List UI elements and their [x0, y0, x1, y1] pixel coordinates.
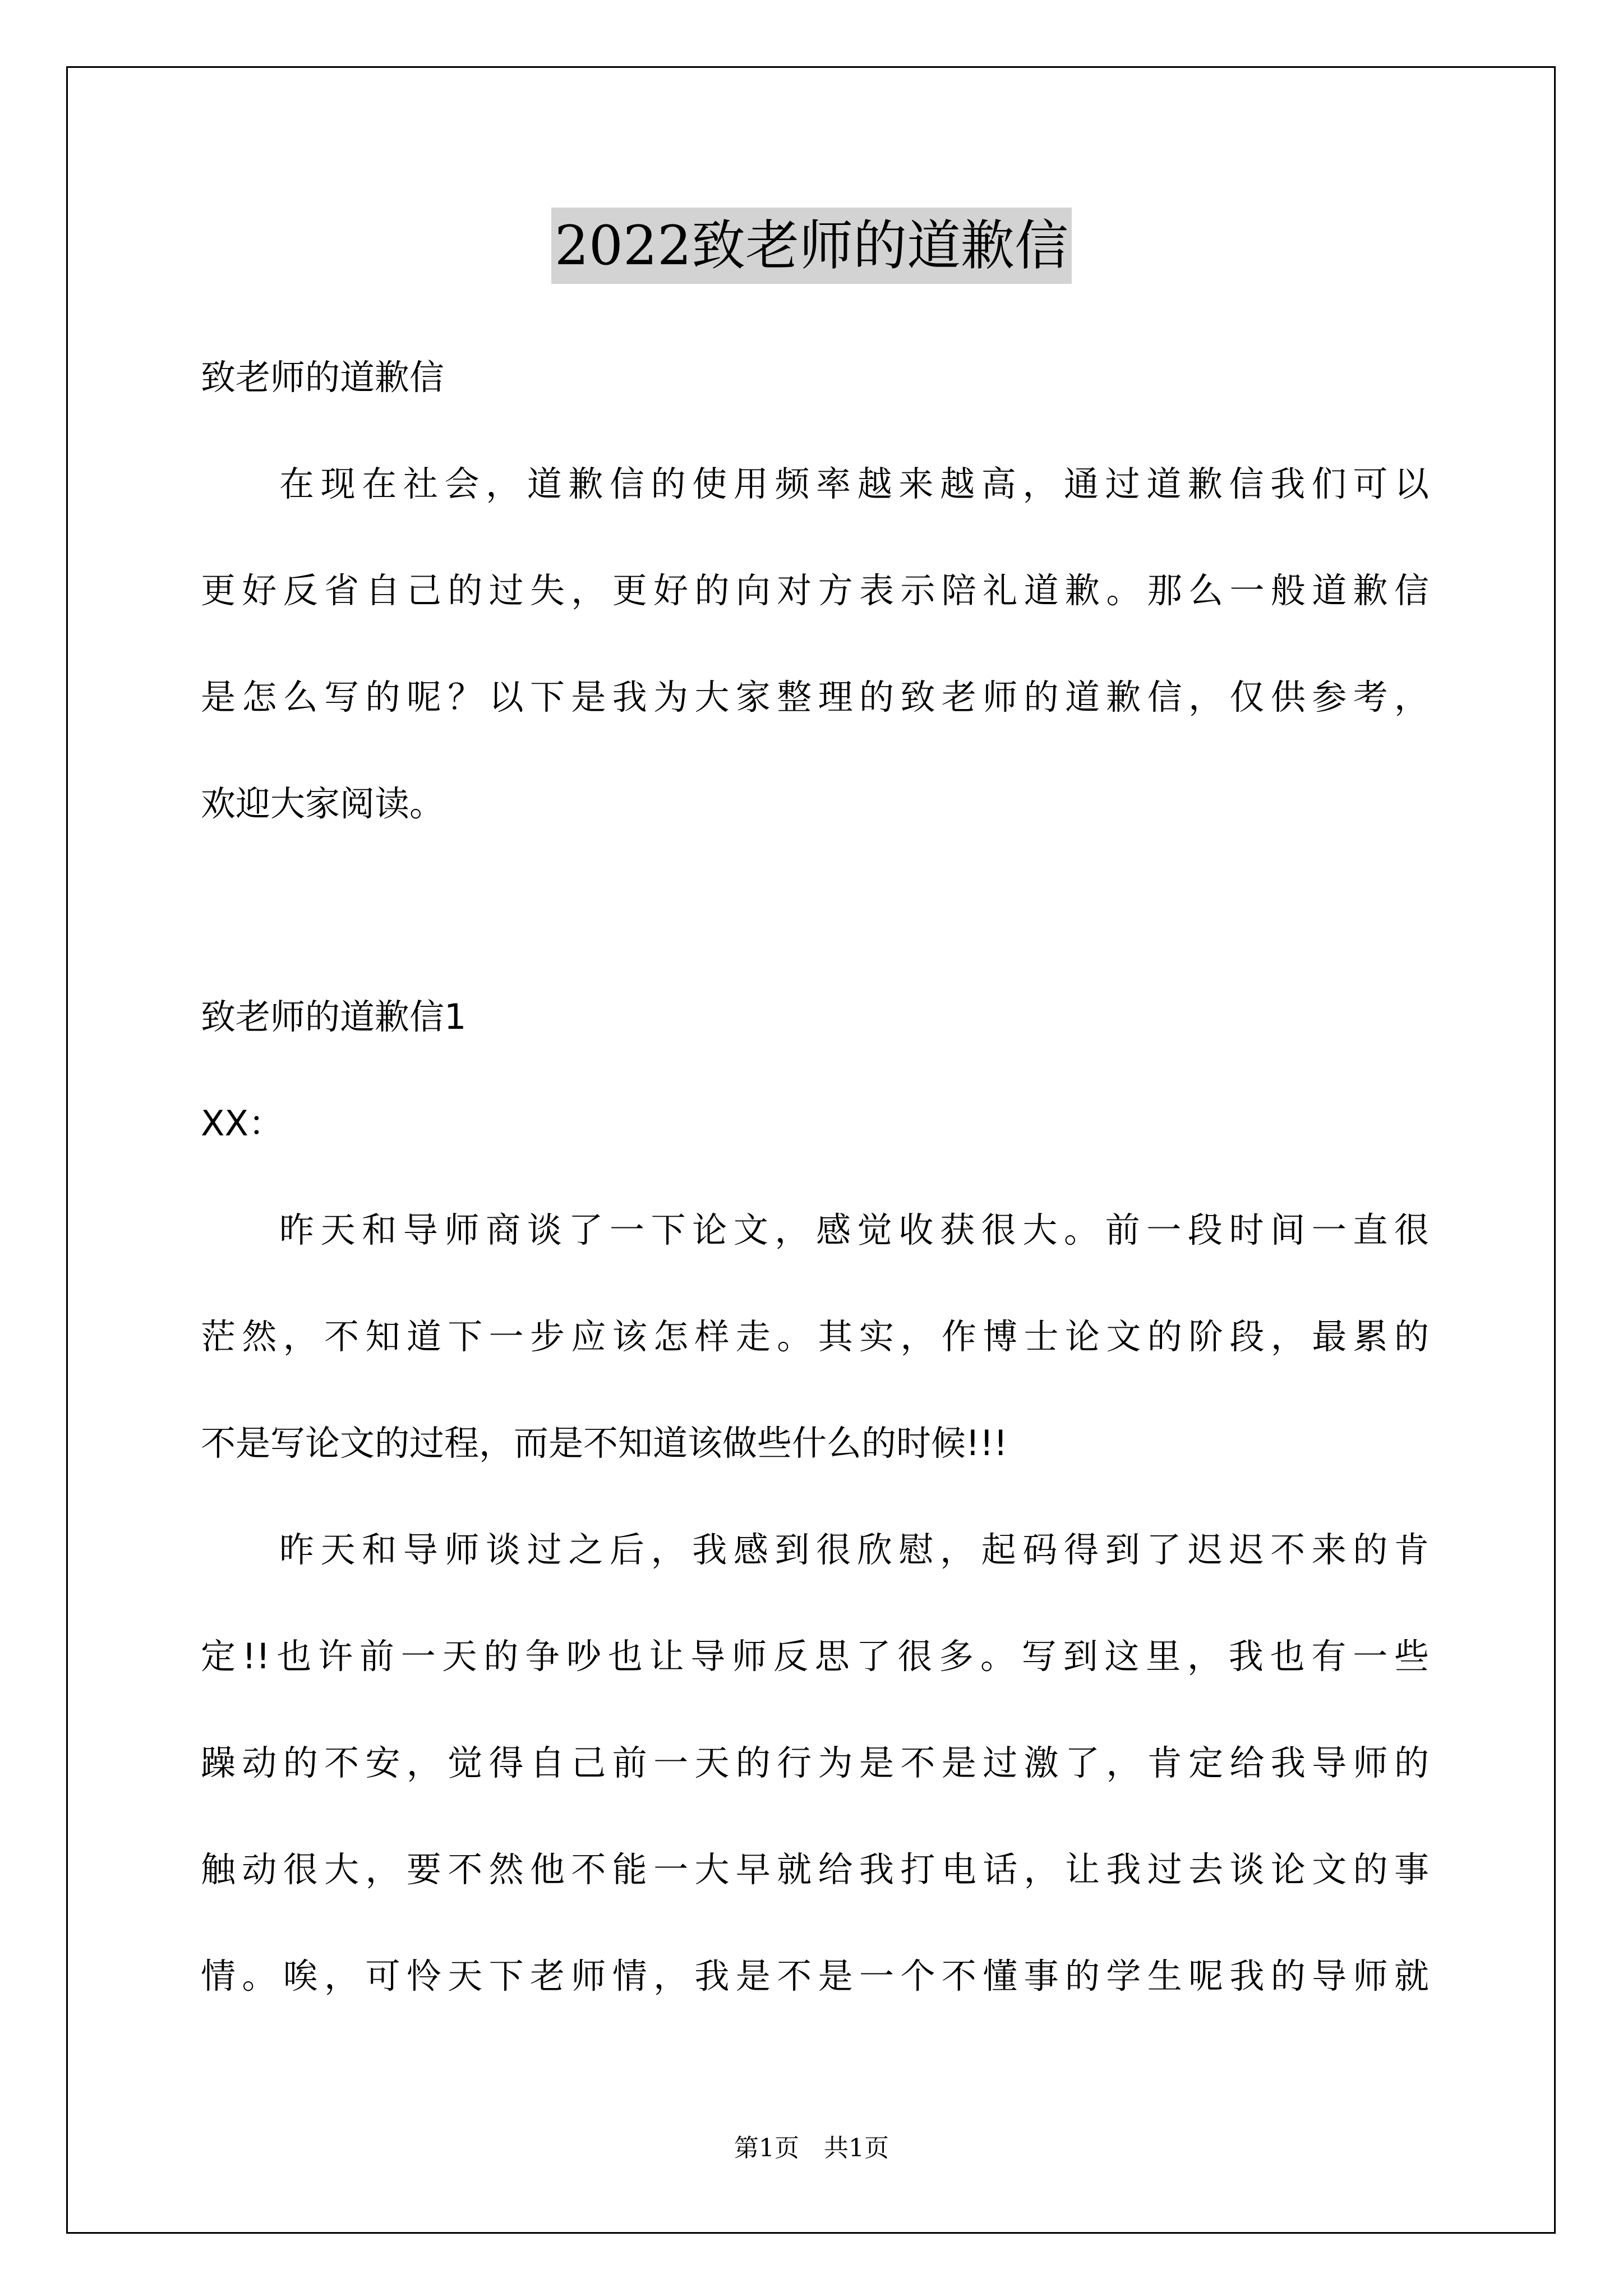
intro-line: 是怎么写的呢？以下是我为大家整理的致老师的道歉信，仅供参考， [201, 677, 1429, 717]
paragraph-line: 躁动的不安，觉得自己前一天的行为是不是过激了，肯定给我导师的 [201, 1742, 1429, 1783]
paragraph-line: 触动很大，要不然他不能一大早就给我打电话，让我过去谈论文的事 [201, 1849, 1429, 1890]
paragraph-line: 不是写论文的过程，而是不知道该做些什么的时候!!! [201, 1423, 1008, 1464]
page-number-footer: 第1页 共1页 [734, 2134, 889, 2162]
paragraph-line: 茫然，不知道下一步应该怎样走。其实，作博士论文的阶段，最累的 [201, 1316, 1429, 1357]
title-container [0, 208, 1623, 284]
section-heading: 致老师的道歉信 [201, 357, 445, 398]
intro-line: 在现在社会，道歉信的使用频率越来越高，通过道歉信我们可以 [279, 463, 1429, 504]
paragraph-line: 昨天和导师谈过之后，我感到很欣慰，起码得到了迟迟不来的肯 [279, 1529, 1429, 1570]
intro-line: 欢迎大家阅读。 [201, 783, 445, 824]
salutation: XX： [201, 1103, 283, 1144]
intro-line: 更好反省自己的过失，更好的向对方表示陪礼道歉。那么一般道歉信 [201, 570, 1429, 611]
paragraph-line: 情。唉，可怜天下老师情，我是不是一个不懂事的学生呢我的导师就 [201, 1955, 1429, 1996]
letter-heading: 致老师的道歉信1 [201, 996, 467, 1037]
paragraph-line: 昨天和导师商谈了一下论文，感觉收获很大。前一段时间一直很 [279, 1209, 1429, 1250]
paragraph-line: 定!!也许前一天的争吵也让导师反思了很多。写到这里，我也有一些 [201, 1636, 1429, 1677]
document-title: 2022致老师的道歉信 [551, 208, 1072, 284]
